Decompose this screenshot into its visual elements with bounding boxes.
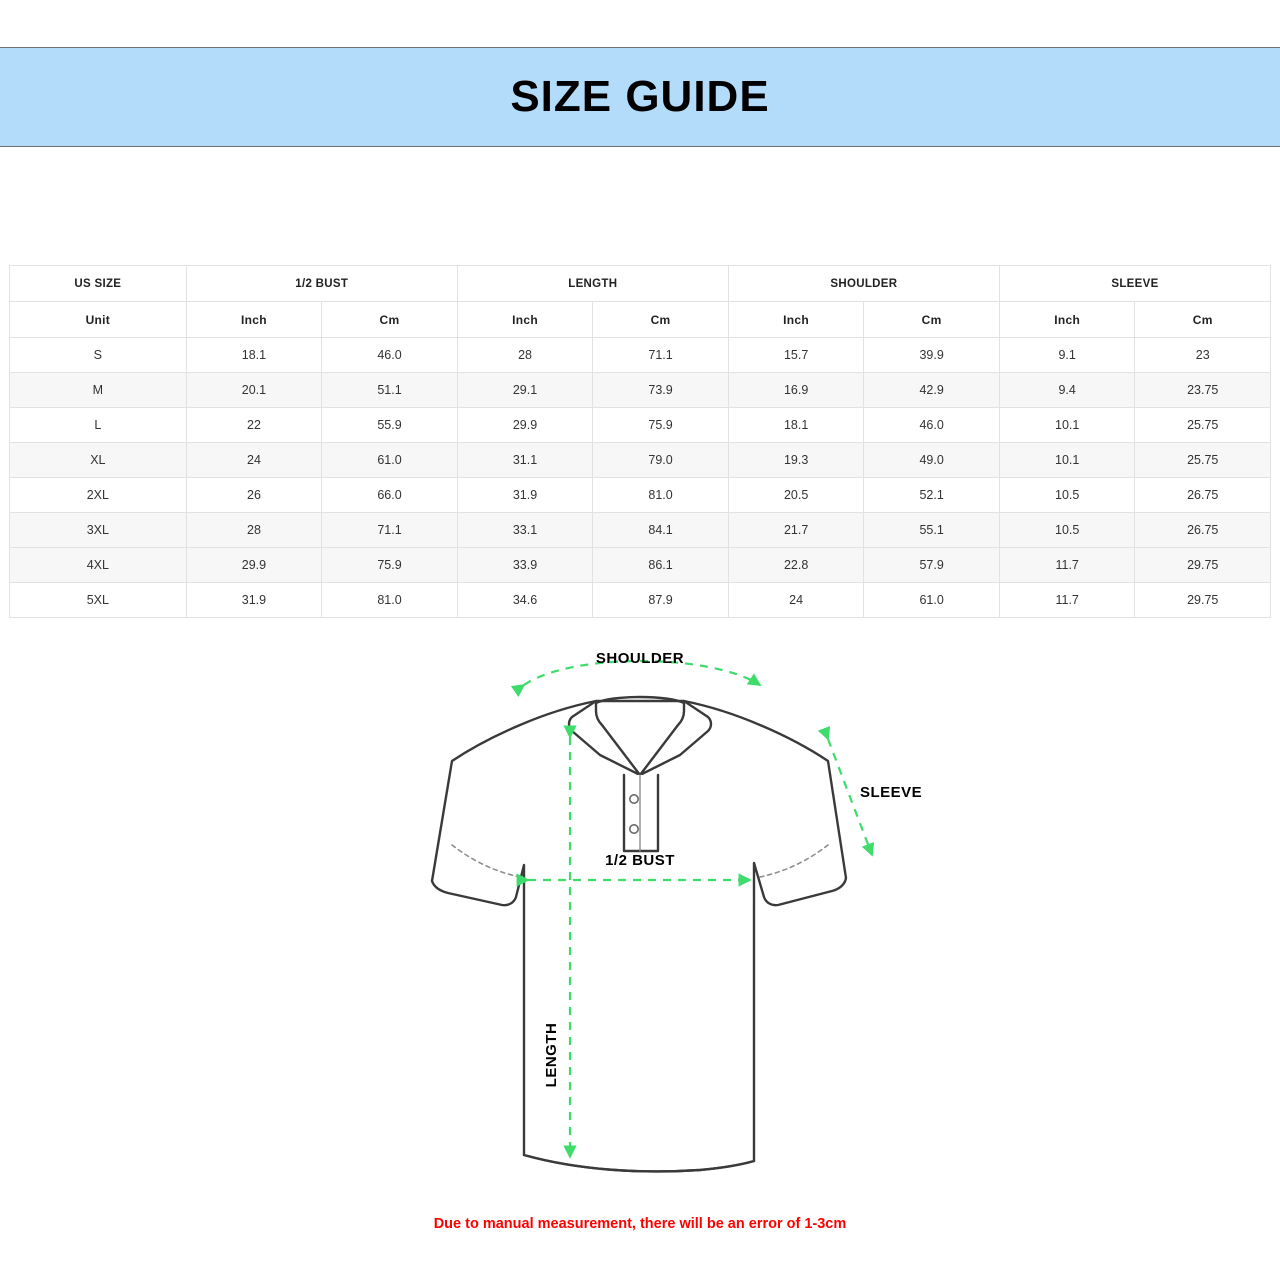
cell-shoulder-inch: 19.3 (728, 443, 864, 478)
cell-length-cm: 87.9 (593, 583, 729, 618)
column-group-shoulder: SHOULDER (728, 266, 999, 302)
cell-sleeve-inch: 11.7 (999, 583, 1135, 618)
cell-length-inch: 31.9 (457, 478, 593, 513)
cell-length-inch: 29.1 (457, 373, 593, 408)
column-group-half-bust: 1/2 BUST (186, 266, 457, 302)
cell-bust-cm: 51.1 (322, 373, 458, 408)
table-row (10, 583, 1271, 618)
cell-length-cm: 86.1 (593, 548, 729, 583)
length-label: LENGTH (543, 1022, 560, 1088)
table-group-header-row (10, 266, 1271, 302)
cell-bust-inch: 20.1 (186, 373, 322, 408)
cell-shoulder-cm: 61.0 (864, 583, 1000, 618)
cell-sleeve-inch: 10.5 (999, 513, 1135, 548)
size-guide-banner (0, 47, 1280, 147)
table-row (10, 408, 1271, 443)
cell-shoulder-cm: 55.1 (864, 513, 1000, 548)
cell-length-cm: 84.1 (593, 513, 729, 548)
cell-length-inch: 28 (457, 338, 593, 373)
cell-sleeve-cm: 23.75 (1135, 373, 1271, 408)
cell-bust-cm: 75.9 (322, 548, 458, 583)
table-body (10, 338, 1271, 618)
cell-sleeve-cm: 26.75 (1135, 513, 1271, 548)
cell-sleeve-cm: 25.75 (1135, 443, 1271, 478)
cell-bust-inch: 26 (186, 478, 322, 513)
table-row (10, 513, 1271, 548)
cell-shoulder-cm: 49.0 (864, 443, 1000, 478)
cell-size: 2XL (10, 478, 187, 513)
cell-sleeve-inch: 10.1 (999, 443, 1135, 478)
sleeve-label: SLEEVE (860, 784, 923, 801)
cell-length-cm: 71.1 (593, 338, 729, 373)
cell-bust-inch: 18.1 (186, 338, 322, 373)
cell-shoulder-inch: 22.8 (728, 548, 864, 583)
cell-bust-inch: 28 (186, 513, 322, 548)
cell-length-cm: 79.0 (593, 443, 729, 478)
cell-shoulder-cm: 57.9 (864, 548, 1000, 583)
cell-bust-cm: 71.1 (322, 513, 458, 548)
cell-length-inch: 29.9 (457, 408, 593, 443)
cell-bust-cm: 55.9 (322, 408, 458, 443)
polo-shirt-illustration (432, 697, 846, 1171)
cell-shoulder-cm: 46.0 (864, 408, 1000, 443)
cell-sleeve-inch: 11.7 (999, 548, 1135, 583)
shoulder-label: SHOULDER (595, 650, 685, 667)
cell-length-cm: 81.0 (593, 478, 729, 513)
cell-size: M (10, 373, 187, 408)
cell-bust-cm: 66.0 (322, 478, 458, 513)
cell-sleeve-cm: 25.75 (1135, 408, 1271, 443)
cell-bust-cm: 61.0 (322, 443, 458, 478)
cell-shoulder-inch: 20.5 (728, 478, 864, 513)
cell-sleeve-cm: 29.75 (1135, 583, 1271, 618)
unit-bust-inch: Inch (186, 302, 322, 338)
table-row (10, 548, 1271, 583)
cell-sleeve-cm: 26.75 (1135, 478, 1271, 513)
unit-sleeve-inch: Inch (999, 302, 1135, 338)
cell-bust-inch: 29.9 (186, 548, 322, 583)
cell-length-inch: 33.1 (457, 513, 593, 548)
half-bust-label: 1/2 BUST (605, 852, 675, 869)
measurement-disclaimer: Due to manual measurement, there will be an error of 1-3cm (433, 1216, 847, 1232)
cell-shoulder-cm: 42.9 (864, 373, 1000, 408)
cell-bust-inch: 24 (186, 443, 322, 478)
cell-bust-inch: 22 (186, 408, 322, 443)
cell-length-inch: 33.9 (457, 548, 593, 583)
cell-shoulder-inch: 18.1 (728, 408, 864, 443)
size-chart-table (9, 265, 1271, 618)
cell-sleeve-inch: 9.1 (999, 338, 1135, 373)
cell-size: 5XL (10, 583, 187, 618)
unit-bust-cm: Cm (322, 302, 458, 338)
cell-shoulder-cm: 52.1 (864, 478, 1000, 513)
column-group-length: LENGTH (457, 266, 728, 302)
cell-bust-cm: 81.0 (322, 583, 458, 618)
cell-shoulder-inch: 24 (728, 583, 864, 618)
cell-size: 3XL (10, 513, 187, 548)
cell-size: 4XL (10, 548, 187, 583)
cell-sleeve-inch: 10.5 (999, 478, 1135, 513)
measurement-diagram (0, 625, 1280, 1205)
table-unit-header-row (10, 302, 1271, 338)
cell-bust-inch: 31.9 (186, 583, 322, 618)
table-row (10, 443, 1271, 478)
unit-length-inch: Inch (457, 302, 593, 338)
table-head (10, 266, 1271, 338)
table-row (10, 373, 1271, 408)
unit-shoulder-inch: Inch (728, 302, 864, 338)
cell-sleeve-cm: 29.75 (1135, 548, 1271, 583)
column-group-sleeve: SLEEVE (999, 266, 1270, 302)
cell-length-cm: 75.9 (593, 408, 729, 443)
cell-length-inch: 34.6 (457, 583, 593, 618)
cell-length-inch: 31.1 (457, 443, 593, 478)
table-row (10, 338, 1271, 373)
cell-shoulder-inch: 16.9 (728, 373, 864, 408)
cell-size: L (10, 408, 187, 443)
cell-length-cm: 73.9 (593, 373, 729, 408)
unit-shoulder-cm: Cm (864, 302, 1000, 338)
column-group-us-size: US SIZE (10, 266, 187, 302)
table-row (10, 478, 1271, 513)
cell-shoulder-inch: 15.7 (728, 338, 864, 373)
size-chart-table-container (9, 265, 1271, 618)
cell-bust-cm: 46.0 (322, 338, 458, 373)
cell-sleeve-cm: 23 (1135, 338, 1271, 373)
cell-shoulder-cm: 39.9 (864, 338, 1000, 373)
cell-size: XL (10, 443, 187, 478)
unit-label: Unit (10, 302, 187, 338)
cell-sleeve-inch: 9.4 (999, 373, 1135, 408)
cell-sleeve-inch: 10.1 (999, 408, 1135, 443)
unit-sleeve-cm: Cm (1135, 302, 1271, 338)
unit-length-cm: Cm (593, 302, 729, 338)
cell-size: S (10, 338, 187, 373)
cell-shoulder-inch: 21.7 (728, 513, 864, 548)
page-title: SIZE GUIDE (510, 72, 770, 121)
